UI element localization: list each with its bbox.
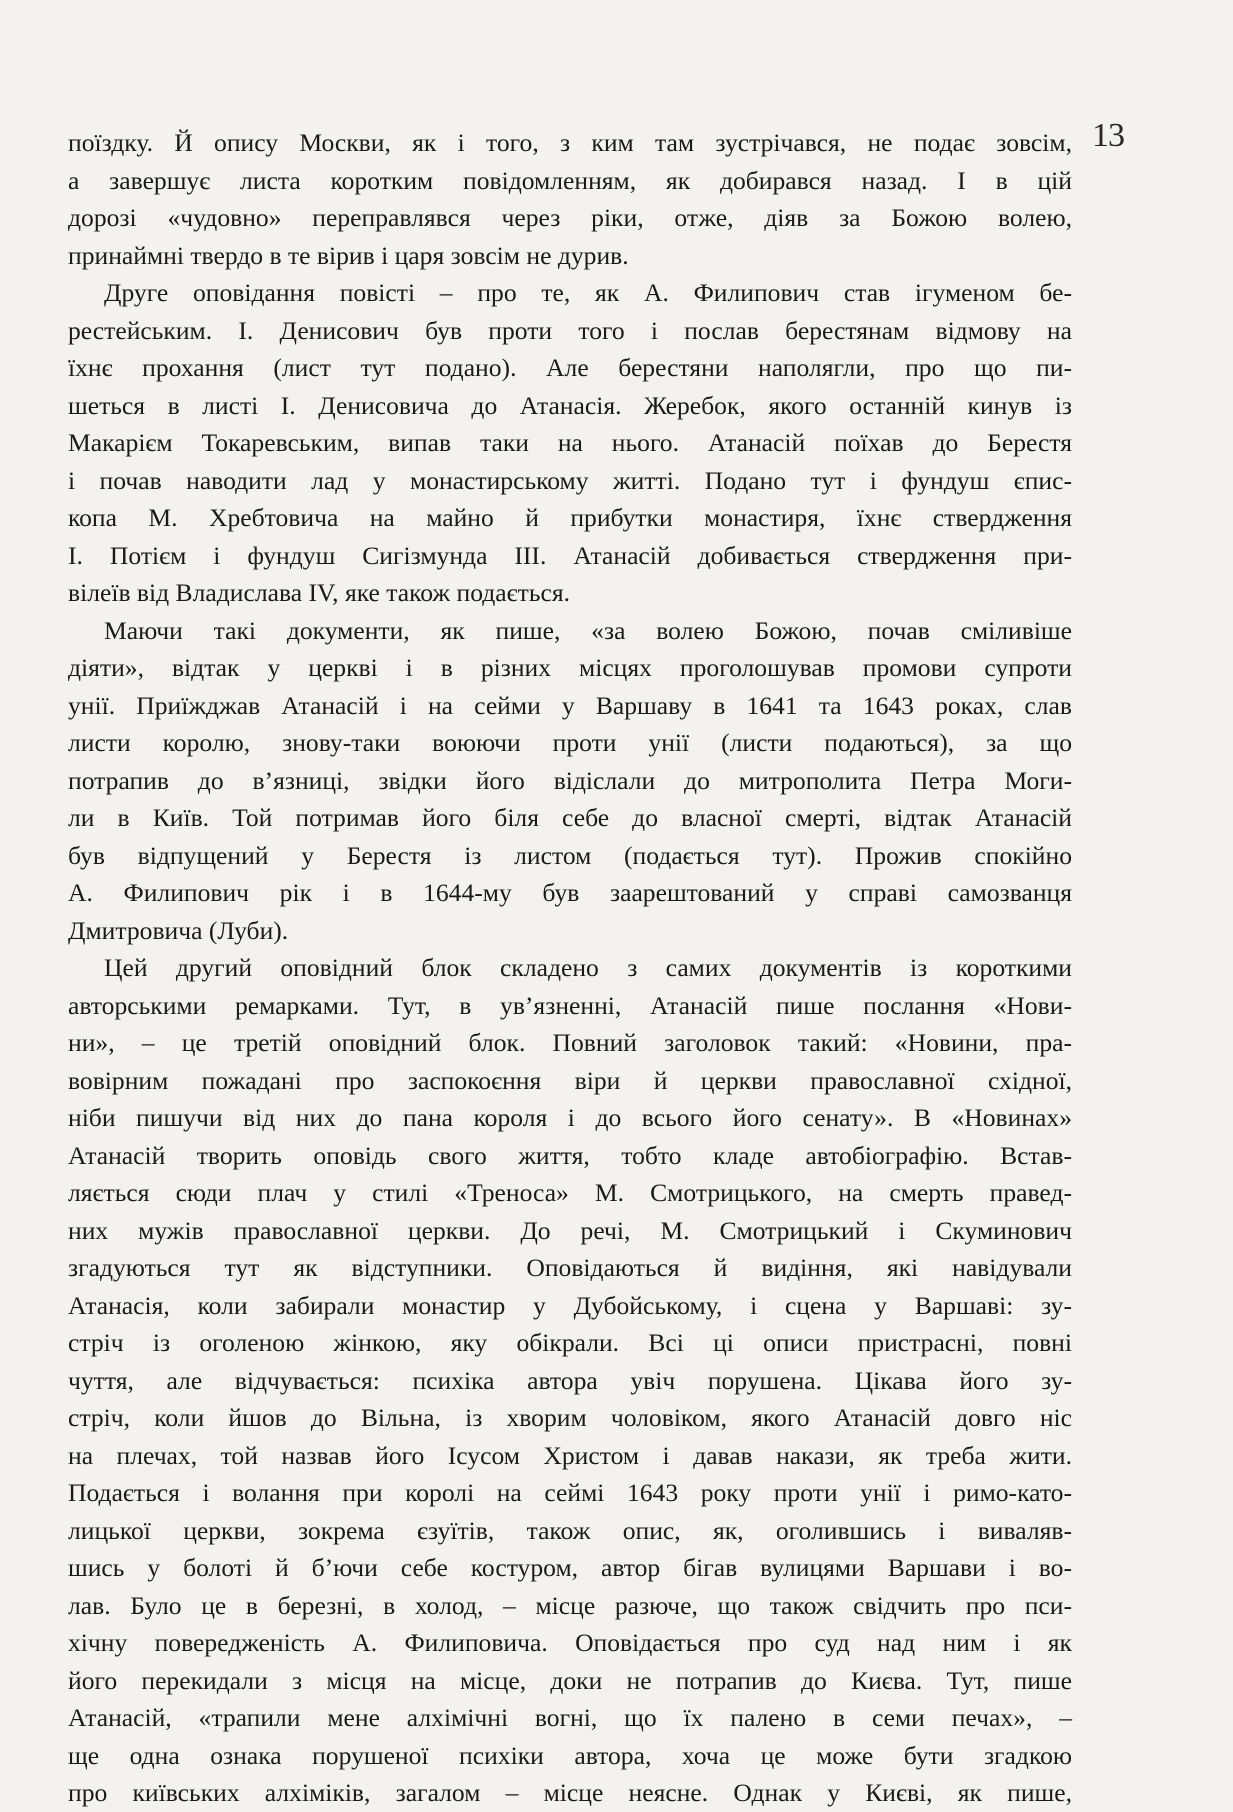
text-line: його перекидали з місця на місце, доки не потрапив до Києва. Тут, пише	[68, 1665, 1072, 1695]
text-line: лав. Було це в березні, в холод, – місце разюче, що також свідчить про пси-	[68, 1590, 1072, 1620]
text-line: ляється сюди плач у стилі «Треноса» М. Смотрицького, на смерть правед-	[68, 1178, 1072, 1207]
text-line: згадуються тут як відступники. Оповідаються й видіння, які навідували	[68, 1253, 1072, 1282]
text-line: а завершує листа коротким повідомленням, як добирався назад. І в цій	[68, 165, 1072, 195]
text-line: А. Филипович рік і в 1644-му був заарештований у справі самозванця	[68, 878, 1072, 907]
text-line: на плечах, той назвав його Ісусом Христом і давав накази, як треба жити.	[68, 1440, 1072, 1470]
text-line: Подається і волання при королі на сеймі 1643 року проти унії і римо-като-	[68, 1478, 1072, 1507]
text-line: і почав наводити лад у монастирському житті. Подано тут і фундуш єпис-	[68, 465, 1072, 495]
text-line: ли в Київ. Той потримав його біля себе до власної смерті, відтак Атанасій	[68, 803, 1072, 832]
page-number: 13	[1092, 117, 1124, 154]
text-line: І. Потієм і фундуш Сигізмунда ІІІ. Атанасій добивається ствердження при-	[68, 540, 1072, 570]
text-line: рестейським. І. Денисович був проти того і послав берестянам відмову на	[68, 315, 1072, 345]
text-line: чуття, але відчувається: психіка автора увіч порушена. Цікава його зу-	[68, 1365, 1072, 1395]
text-line: їхнє прохання (лист тут подано). Але берестяни наполягли, про що пи-	[68, 353, 1072, 382]
text-line: унії. Приїжджав Атанасій і на сейми у Варшаву в 1641 та 1643 роках, слав	[68, 690, 1072, 720]
text-line: листи королю, знову-таки воюючи проти унії (листи подаються), за що	[68, 728, 1072, 757]
text-line: про київських алхіміків, загалом – місце неясне. Однак у Києві, як пише,	[68, 1778, 1072, 1807]
text-line: Дмитровича (Луби).	[68, 915, 289, 945]
text-line: хічну повередженість А. Филиповича. Оповідається про суд над ним і як	[68, 1628, 1072, 1657]
text-line: принаймні твердо в те вірив і царя зовсім не дурив.	[68, 240, 629, 270]
text-line: вовірним пожадані про заспокоєння віри й церкви православної східної,	[68, 1065, 1072, 1095]
text-line: Атанасій творить оповідь свого життя, тобто кладе автобіографію. Встав-	[68, 1140, 1072, 1170]
text-line: Друге оповідання повісті – про те, як А. Филипович став ігуменом бе-	[104, 278, 1072, 307]
text-line: Атанасія, коли забирали монастир у Дубойському, і сцена у Варшаві: зу-	[68, 1290, 1072, 1320]
text-line: був відпущений у Берестя із листом (подається тут). Прожив спокійно	[68, 840, 1072, 870]
text-line: лицької церкви, зокрема єзуїтів, також опис, як, оголившись і виваляв-	[68, 1515, 1072, 1545]
text-line: ни», – це третій оповідний блок. Повний заголовок такий: «Новини, пра-	[68, 1028, 1072, 1057]
text-line: вілеїв від Владислава IV, яке також подається.	[68, 578, 571, 607]
text-line: Цей другий оповідний блок складено з самих документів із короткими	[104, 953, 1072, 982]
body-text	[68, 124, 1072, 1812]
text-line: ніби пишучи від них до пана короля і до всього його сенату». В «Новинах»	[68, 1103, 1072, 1132]
text-line: шись у болоті й б’ючи себе костуром, автор бігав вулицями Варшави і во-	[68, 1553, 1072, 1582]
text-line: Макарієм Токаревським, випав таки на нього. Атанасій поїхав до Берестя	[68, 428, 1072, 457]
text-line: копа М. Хребтовича на майно й прибутки монастиря, їхнє ствердження	[68, 503, 1072, 532]
text-line: Маючи такі документи, як пише, «за волею Божою, почав сміливіше	[104, 615, 1072, 645]
text-line: шеться в листі І. Денисовича до Атанасія. Жеребок, якого останній кинув із	[68, 390, 1072, 420]
text-line: стріч із оголеною жінкою, яку обікрали. Всі ці описи пристрасні, повні	[68, 1328, 1072, 1357]
text-line: ще одна ознака порушеної психіки автора, хоча це може бути згадкою	[68, 1740, 1072, 1770]
text-line: потрапив до в’язниці, звідки його відіслали до митрополита Петра Моги-	[68, 765, 1072, 795]
text-line: авторськими ремарками. Тут, в ув’язненні, Атанасій пише послання «Нови-	[68, 990, 1072, 1020]
text-line: них мужів православної церкви. До речі, М. Смотрицький і Скуминович	[68, 1215, 1072, 1245]
text-line: дорозі «чудовно» переправлявся через ріки, отже, діяв за Божою волею,	[68, 203, 1072, 232]
text-line: поїздку. Й опису Москви, як і того, з ким там зустрічався, не подає зовсім,	[68, 128, 1072, 157]
text-line: Атанасій, «трапили мене алхімічні вогні, що їх палено в семи печах», –	[68, 1703, 1072, 1732]
text-line: діяти», відтак у церкві і в різних місцях проголошував промови супроти	[68, 653, 1072, 682]
text-line: стріч, коли йшов до Вільна, із хворим чоловіком, якого Атанасій довго ніс	[68, 1403, 1072, 1432]
